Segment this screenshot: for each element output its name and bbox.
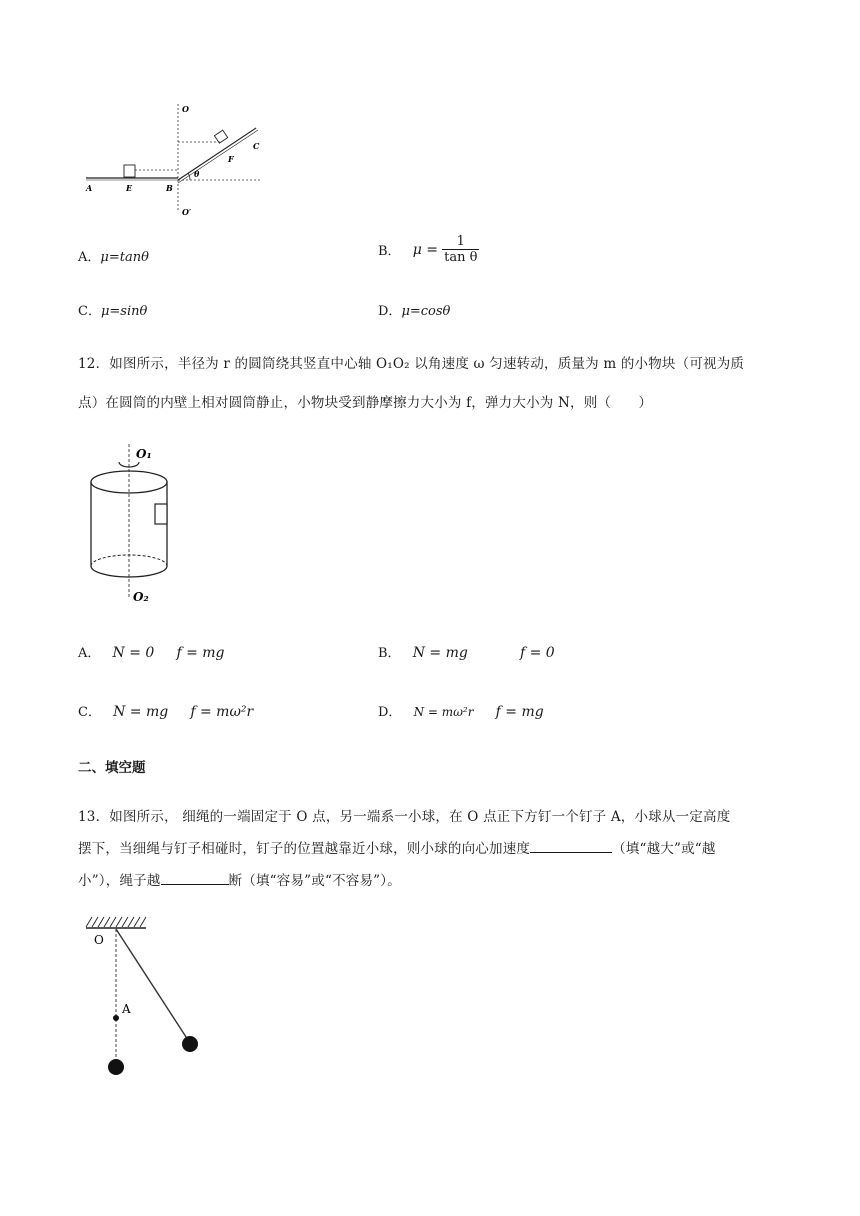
cylinder-figure [84,438,184,604]
q13-line1: 13．如图所示， 细绳的一端固定于 O 点，另一端系一小球，在 O 点正下方钉一个钉子 A，小球从一定高度 [78,809,731,825]
q13-line3: 小”），绳子越 断（填“容易”或“不容易”）。 [78,869,401,889]
label-E: E [126,183,133,193]
label-O-point: O [94,933,104,947]
q11-option-b: B． μ = $\frac{1}{\text{tan θ}}$ [378,234,478,265]
q13-line2: 摆下，当细绳与钉子相碰时，钉子的位置越靠近小球，则小球的向心加速度 （填“越大”或“越 [78,837,716,857]
label-B: B [166,183,173,193]
label-F: F [228,154,234,164]
section-heading: 二、填空题 [78,760,146,776]
q12-option-b: B． N = mg f = 0 [378,645,555,661]
answer-blank-1[interactable] [530,838,612,853]
incline-figure [80,98,280,223]
q11-option-a: A．μ=tanθ [78,250,149,265]
pendulum-figure [80,912,210,1082]
fraction-denominator: tan θ [444,250,478,265]
q12-option-a: A． N = 0 f = mg [78,645,225,661]
q12-option-c: C． N = mg f = mω²r [78,704,254,720]
answer-blank-2[interactable] [161,870,229,885]
q12-option-d: D． N = mω²r f = mg [378,704,544,720]
label-O: O [182,104,189,114]
q12-line1: 12．如图所示，半径为 r 的圆筒绕其竖直中心轴 O₁O₂ 以角速度 ω 匀速转动，质量为 m 的小物块（可视为质 [78,356,745,372]
label-theta: θ [194,169,200,179]
label-A-nail: A [122,1002,131,1016]
label-C: C [253,141,260,151]
label-O-prime: O′ [182,207,192,217]
q12-line2: 点）在圆筒的内壁上相对圆筒静止，小物块受到静摩擦力大小为 f，弹力大小为 N，则（ ） [78,395,653,411]
q11-option-d: D．μ=cosθ [378,304,451,319]
fraction-numerator: 1 [442,234,479,250]
label-A: A [86,183,93,193]
label-O2: O₂ [133,590,149,604]
q11-option-c: C．μ=sinθ [78,304,148,319]
label-O1: O₁ [136,447,152,461]
